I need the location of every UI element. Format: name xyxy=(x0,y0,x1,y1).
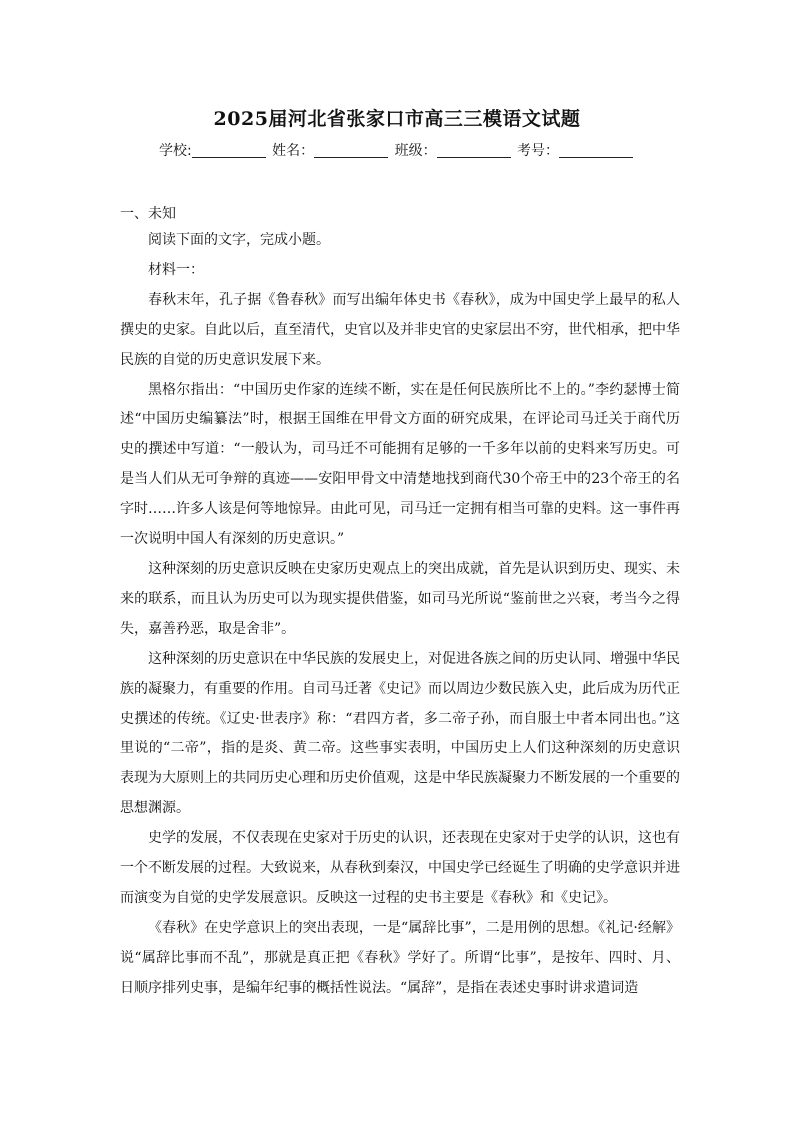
student-info-line xyxy=(0,140,794,160)
paragraph: 黑格尔指出：“中国历史作家的连续不断，实在是任何民族所比不上的。”李约瑟博士简述“中国历史编纂法”时，根据王国维在甲骨文方面的研究成果，在评论司马迁关于商代历史的撰述中写道：“一般认为，司马迁不可能拥有足够的一千多年以前的史料来写历史。可是当人们从无可争辩的真迹——安阳甲骨文中清楚地找到商代30个帝王中的23个帝王的名字时……许多人该是何等地惊异。由此可见，司马迁一定拥有相当可靠的史料。这一事件再一次说明中国人有深刻的历史意识。” xyxy=(120,381,680,548)
section-heading: 一、未知 xyxy=(120,206,176,222)
paragraph: 春秋末年，孔子据《鲁春秋》而写出编年体史书《春秋》，成为中国史学上最早的私人撰史的史家。自此以后，直至清代，史官以及并非史官的史家层出不穷，世代相承，把中华民族的自觉的历史意识发展下来。 xyxy=(120,291,680,368)
paragraph: 史学的发展，不仅表现在史家对于历史的认识，还表现在史家对于史学的认识，这也有一个不断发展的过程。大致说来，从春秋到秦汉，中国史学已经诞生了明确的史学意识并进而演变为自觉的史学发展意识。反映这一过程的史书主要是《春秋》和《史记》。 xyxy=(120,830,680,906)
document-title: 2025届河北省张家口市高三三模语文试题 xyxy=(213,108,581,130)
instruction-text: 阅读下面的文字，完成小题。 xyxy=(148,232,330,248)
paragraph: 《春秋》在史学意识上的突出表现，一是“属辞比事”，二是用例的思想。《礼记·经解》说“属辞比事而不乱”，那就是真正把《春秋》学好了。所谓“比事”，是按年、四时、月、日顺序排列史事，是编年纪事的概括性说法。“属辞”，是指在表述史事时讲求遣词造 xyxy=(120,919,680,996)
passage-body xyxy=(120,226,680,1004)
school-label: 学校: xyxy=(158,143,192,159)
exam-number-label: 考号： xyxy=(517,143,560,159)
paragraph: 这种深刻的历史意识在中华民族的发展史上，对促进各族之间的历史认同、增强中华民族的凝聚力，有重要的作用。自司马迁著《史记》而以周边少数民族入史，此后成为历代正史撰述的传统。《辽史·世表序》称：“君四方者，多二帝子孙，而自服土中者本同出也。”这里说的“二帝”，指的是炎、黄二帝。这些事实表明，中国历史上人们这种深刻的历史意识表现为大原则上的共同历史心理和历史价值观，这是中华民族凝聚力不断发展的一个重要的思想渊源。 xyxy=(120,650,680,817)
class-label: 班级： xyxy=(394,143,437,159)
name-label: 姓名： xyxy=(272,143,315,159)
exam-number-blank[interactable] xyxy=(559,143,633,158)
material-label: 材料一： xyxy=(148,261,204,278)
paragraph: 这种深刻的历史意识反映在史家历史观点上的突出成就，首先是认识到历史、现实、未来的联系，而且认为历史可以为现实提供借鉴，如司马光所说“鉴前世之兴衰，考当今之得失，嘉善矜恶，取是舍非”。 xyxy=(120,560,680,637)
name-blank[interactable] xyxy=(314,143,388,158)
school-blank[interactable] xyxy=(192,143,266,158)
class-blank[interactable] xyxy=(437,143,511,158)
